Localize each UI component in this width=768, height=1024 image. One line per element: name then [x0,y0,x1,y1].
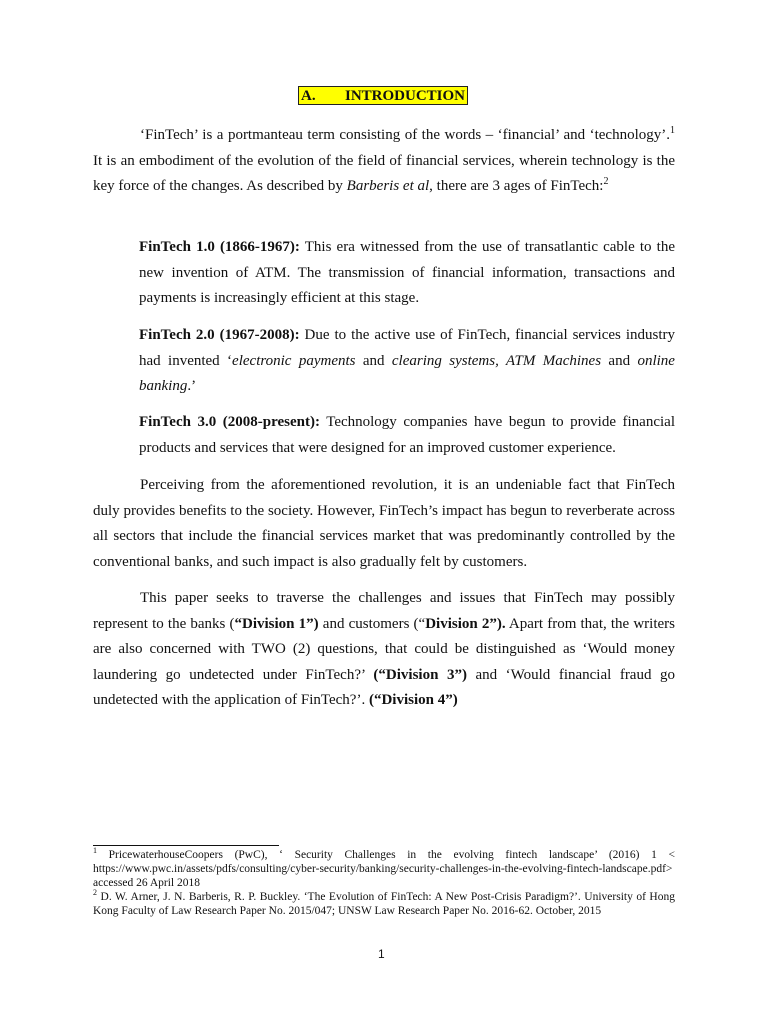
fintech-2-italic-a: electronic payments [232,352,356,369]
footnote-1-text: PricewaterhouseCoopers (PwC), ‘ Security Challenges in the evolving fintech landscape’ (2016) 1 < https://www.pwc.in/assets/pdfs/consulting/cyber-security/banking/security-challenges-in-the-evolving-fintech-landscape.pdf> accessed 26 April 2018 [93,849,675,889]
section-title: INTRODUCTION [345,88,466,104]
footnote-2-number: 2 [93,888,97,898]
impact-paragraph: Perceiving from the aforementioned revolution, it is an undeniable fact that FinTech duly provides benefits to the society. However, FinTech’s impact has begun to reverberate across all sectors that include the financial services market that was predominantly controlled by the conventional banks, and such impact is also gradually felt by customers. [93,477,675,570]
division-3-label: (“Division 3”) [373,666,467,683]
scope-paragraph [93,586,675,714]
intro-text-2: It is an embodiment of the evolution of the field of financial services, wherein technology is the key force of the changes. As described by [93,152,675,194]
fintech-1-label: FinTech 1.0 (1866-1967): [139,239,300,255]
footnote-ref-2[interactable]: 2 [603,176,609,187]
footnote-divider [93,845,279,846]
fintech-2-text-a: Due to the active use of FinTech, financial services industry had invented ‘ [139,327,675,369]
fintech-3-text: Technology companies have begun to provide financial products and services that were designed for an improved customer experience. [139,414,675,456]
scope-text-1: This paper seeks to traverse the challenges and issues that FinTech may possibly represent to the banks ( [93,590,675,632]
section-heading [298,86,468,105]
fintech-2-italic-b: clearing systems, ATM Machines [391,352,602,369]
fintech-1-text: This era witnessed from the use of transatlantic cable to the new invention of ATM. The transmission of financial information, transactions and payments is increasingly efficient at this stage. [139,239,675,306]
footnote-2-text: D. W. Arner, J. N. Barberis, R. P. Buckley. ‘The Evolution of FinTech: A New Post-Crisis Paradigm?’. University of Hong Kong Faculty of Law Research Paper No. 2015/047; UNSW Law Research Paper No. 2016-62. October, 2015 [93,891,675,917]
division-1-label: “Division 1”) [234,615,319,632]
fintech-2-text-d: .’ [187,378,197,394]
fintech-3-item [139,410,675,461]
footnote-1-number: 1 [93,846,97,856]
intro-paragraph [93,123,675,200]
fintech-2-text-b: and [355,352,392,369]
fintech-2-italic-c: online banking [139,352,675,394]
intro-authors: Barberis et al [346,178,430,194]
footnotes [93,848,675,918]
footnote-1 [93,848,675,890]
division-4-label: (“Division 4”) [368,692,458,708]
scope-text-4: and ‘Would financial fraud go undetected with the application of FinTech?’. [93,666,675,708]
intro-text-1: ‘FinTech’ is a portmanteau term consisting of the words – ‘financial’ and ‘technology’. [140,127,670,143]
fintech-2-text-c: and [601,352,638,369]
footnote-ref-1[interactable]: 1 [670,125,675,136]
fintech-3-label: FinTech 3.0 (2008-present): [139,414,320,430]
page-number: 1 [378,947,385,961]
scope-text-3: Apart from that, the writers are also concerned with TWO (2) questions, that could be distinguished as ‘Would money laundering go undetected under FinTech?’ [93,615,675,683]
section-number: A. [301,88,316,104]
fintech-1-item [139,235,675,312]
scope-text-2: and customers (“ [318,615,426,632]
division-2-label: Division 2”). [425,615,506,632]
footnote-2 [93,890,675,918]
intro-text-3: , there are 3 ages of FinTech: [429,178,604,194]
fintech-2-item [139,323,675,400]
fintech-2-label: FinTech 2.0 (1967-2008): [139,327,300,343]
